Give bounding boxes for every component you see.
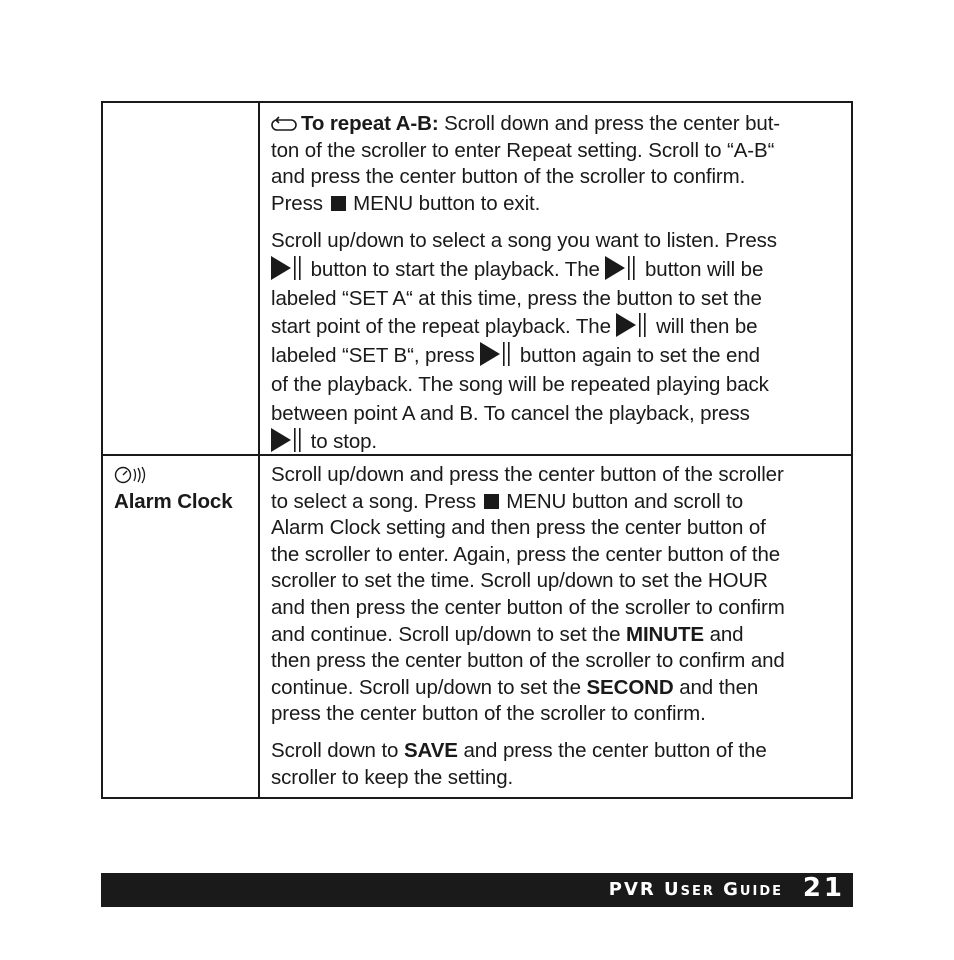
alarm-label-cell [114,465,254,516]
column-divider [258,103,260,797]
play-pause-icon [605,256,637,280]
play-pause-icon [271,256,303,280]
minute-keyword: MINUTE [625,622,704,646]
repeat-ab-cell: To repeat A-B: Scroll down and press the center but- ton of the scroller to enter Repeat setting. Scroll to “A-B“ and press the center button of the scroller to confirm. Press MENU button to exit. Scroll up/down to select a song you want to listen. Press button to start the playback. The button will be labeled “SET A“ at this time, press the button to set the start point of the repeat playback. The will then be labeled “SET B“, press button again to set the end of the playback. The song will be repeated playing back between point A and B. To cancel the playback, press to stop. [271,112,781,454]
repeat-icon [271,116,297,132]
second-keyword: SECOND [586,675,674,699]
play-pause-icon [480,342,512,366]
footer-bar [101,873,853,907]
save-keyword: SAVE [403,738,458,762]
footer-title: PVR User Guide [608,879,783,900]
page-number: 21 [802,873,845,903]
alarm-clock-cell: Scroll up/down and press the center button of the scroller to select a song. Press MENU button and scroll to Alarm Clock setting and then press the center button of the scroller to enter. Again, press the center button of the scroller to set the time. Scroll up/down to set the HOUR and then press the center button of the scroller to confirm and continue. Scroll up/down to set the MINUTE and then press the center button of the scroller to confirm and continue. Scroll up/down to set the SECOND and then press the center button of the scroller to confirm. Scroll down to SAVE and press the center button of the scroller to keep the setting. [271,463,785,789]
play-pause-icon [616,313,648,337]
play-pause-icon [271,428,303,452]
repeat-heading: To repeat A-B: [301,112,439,135]
instruction-table [101,101,853,799]
alarm-clock-icon [114,465,152,485]
alarm-clock-label: Alarm Clock [114,490,233,513]
stop-square-icon [331,196,346,211]
stop-square-icon [484,494,499,509]
